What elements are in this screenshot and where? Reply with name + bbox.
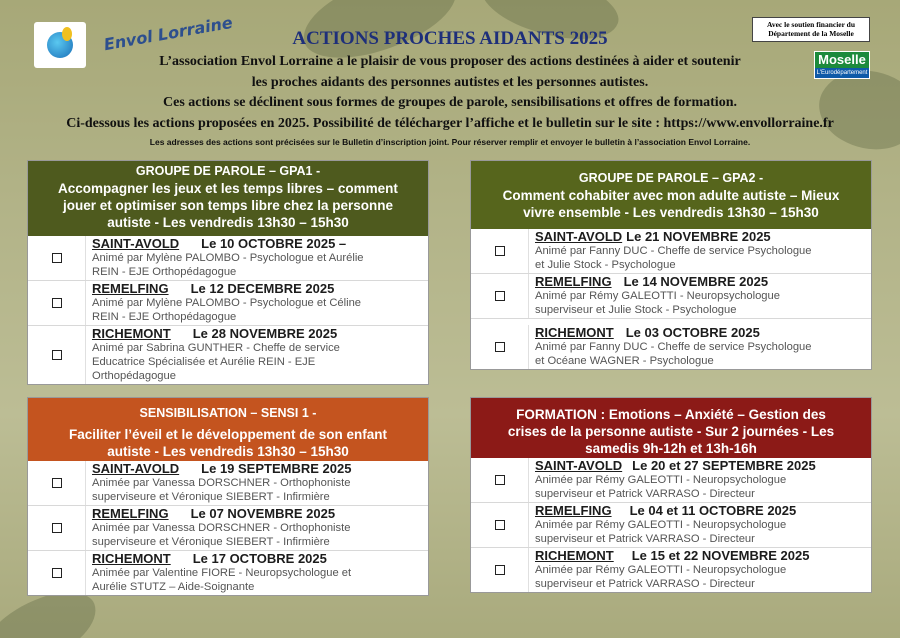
- session-animator: REIN - EJE Orthopédagogue: [92, 311, 237, 323]
- session-animator: Animé par Rémy GALEOTTI - Neuropsychologue: [535, 290, 780, 302]
- session-animator: superviseur et Patrick VARRASO - Directeur: [535, 533, 755, 545]
- intro-text: [0, 52, 900, 134]
- card-header-line: SENSIBILISATION – SENSI 1 -: [139, 406, 317, 420]
- session-animator: Animé par Mylène PALOMBO - Psychologue et Aurélie: [92, 252, 364, 264]
- session-date: Le 12 DECEMBRE 2025: [190, 281, 335, 296]
- session-place: REMELFING: [535, 503, 612, 518]
- session-date: Le 07 NOVEMBRE 2025: [190, 506, 336, 521]
- card-header: [471, 398, 871, 458]
- session-row: [28, 550, 428, 595]
- card-header: [471, 161, 871, 229]
- session-checkbox[interactable]: [495, 565, 505, 575]
- session-animator: Orthopédagogue: [92, 370, 176, 382]
- card-header-line: Faciliter l’éveil et le développement de son enfant: [68, 427, 388, 442]
- session-place: RICHEMONT: [92, 551, 171, 566]
- card-header-line: GROUPE DE PAROLE – GPA1 -: [135, 164, 321, 178]
- session-row: [28, 280, 428, 325]
- brand-name: Envol Lorraine: [102, 12, 234, 55]
- session-animator: Animée par Vanessa DORSCHNER - Orthophoniste: [92, 522, 351, 534]
- session-date: Le 19 SEPTEMBRE 2025: [201, 461, 352, 476]
- session-row: [28, 505, 428, 550]
- card-header-line: jouer et optimiser son temps libre chez la personne: [62, 198, 394, 213]
- session-animator: superviseure et Véronique SIEBERT - Infirmière: [92, 491, 330, 503]
- session-checkbox[interactable]: [495, 246, 505, 256]
- intro-line: Ces actions se déclinent sous formes de groupes de parole, sensibilisations et offres de formation.: [163, 95, 737, 110]
- intro-line: L’association Envol Lorraine a le plaisir de vous proposer des actions destinées à aider et soutenir: [159, 54, 741, 69]
- moselle-logo-main: Moselle: [818, 52, 866, 67]
- session-animator: superviseur et Julie Stock - Psychologue: [535, 304, 737, 316]
- session-animator: Animée par Rémy GALEOTTI - Neuropsychologue: [535, 474, 787, 486]
- page-header: [0, 28, 900, 147]
- session-place: REMELFING: [535, 274, 612, 289]
- card-header-line: autiste - Les vendredis 13h30 – 15h30: [107, 215, 349, 230]
- session-row: [471, 273, 871, 318]
- session-animator: Animée par Valentine FIORE - Neuropsychologue et: [92, 567, 352, 579]
- session-date: Le 17 OCTOBRE 2025: [192, 551, 327, 566]
- session-checkbox[interactable]: [52, 253, 62, 263]
- session-checkbox[interactable]: [495, 520, 505, 530]
- session-place: REMELFING: [92, 281, 169, 296]
- session-place: SAINT-AVOLD: [92, 236, 180, 251]
- session-animator: Animé par Fanny DUC - Cheffe de service Psychologue: [535, 341, 812, 353]
- card-header: [28, 161, 428, 236]
- session-date: Le 04 et 11 OCTOBRE 2025: [629, 503, 797, 518]
- card-header-line: crises de la personne autiste - Sur 2 journées - Les: [507, 424, 835, 439]
- card-header-line: Accompagner les jeux et les temps libres – comment: [58, 181, 398, 196]
- session-checkbox[interactable]: [495, 475, 505, 485]
- session-place: SAINT-AVOLD: [535, 458, 623, 473]
- session-row: [471, 229, 871, 273]
- session-checkbox[interactable]: [495, 291, 505, 301]
- session-animator: Animé par Sabrina GUNTHER - Cheffe de service: [92, 342, 340, 354]
- session-checkbox[interactable]: [495, 342, 505, 352]
- session-date: Le 28 NOVEMBRE 2025: [192, 326, 338, 341]
- card-header-line: GROUPE DE PAROLE – GPA2 -: [578, 171, 764, 185]
- session-animator: Animé par Mylène PALOMBO - Psychologue et Céline: [92, 297, 362, 309]
- session-date: Le 03 OCTOBRE 2025: [625, 325, 760, 340]
- session-animator: superviseur et Patrick VARRASO - Directeur: [535, 488, 755, 500]
- address-note: Les adresses des actions sont précisées sur le Bulletin d’inscription joint. Pour réserver remplir et envoyer le bulletin à l’association Envol Lorraine.: [149, 137, 751, 147]
- session-animator: superviseur et Patrick VARRASO - Directeur: [535, 578, 755, 590]
- session-row: [28, 236, 428, 280]
- sponsor-line-2: Département de la Moselle: [768, 29, 854, 39]
- session-date: Le 20 et 27 SEPTEMBRE 2025: [632, 458, 816, 473]
- sponsor-line-1: Avec le soutien financier du: [766, 20, 856, 29]
- card-header-line: Comment cohabiter avec mon adulte autiste – Mieux: [502, 188, 840, 203]
- session-animator: Animé par Fanny DUC - Cheffe de service Psychologue: [535, 245, 812, 257]
- session-place: RICHEMONT: [535, 325, 614, 340]
- card-gpa2: [470, 160, 872, 370]
- card-sensi1: [27, 397, 429, 596]
- session-place: SAINT-AVOLD: [92, 461, 180, 476]
- page-title: ACTIONS PROCHES AIDANTS 2025: [292, 28, 608, 49]
- session-animator: superviseure et Véronique SIEBERT - Infirmière: [92, 536, 330, 548]
- card-header-line: autiste - Les vendredis 13h30 – 15h30: [107, 444, 349, 459]
- card-header: [28, 398, 428, 461]
- session-animator: Educatrice Spécialisée et Aurélie REIN - EJE: [92, 356, 316, 368]
- session-animator: REIN - EJE Orthopédagogue: [92, 266, 237, 278]
- session-animator: Aurélie STUTZ – Aide-Soignante: [92, 581, 255, 593]
- session-checkbox[interactable]: [52, 568, 62, 578]
- session-animator: Animée par Vanessa DORSCHNER - Orthophoniste: [92, 477, 351, 489]
- intro-line: Ci-dessous les actions proposées en 2025. Possibilité de télécharger l’affiche et le bulletin sur le site : https://www.envollorraine.fr: [66, 115, 834, 131]
- session-row: [471, 502, 871, 547]
- card-header-line: vivre ensemble - Les vendredis 13h30 – 15h30: [523, 205, 819, 220]
- session-place: RICHEMONT: [92, 326, 171, 341]
- session-row: [28, 461, 428, 505]
- session-checkbox[interactable]: [52, 298, 62, 308]
- session-place: REMELFING: [92, 506, 169, 521]
- session-place: SAINT-AVOLD: [535, 229, 623, 244]
- session-date: Le 10 OCTOBRE 2025 –: [201, 236, 347, 251]
- session-place: RICHEMONT: [535, 548, 614, 563]
- session-checkbox[interactable]: [52, 478, 62, 488]
- card-header-line: samedis 9h-12h et 13h-16h: [585, 441, 757, 456]
- moselle-logo-sub: L'Eurodépartement: [816, 70, 868, 76]
- session-checkbox[interactable]: [52, 523, 62, 533]
- session-date: Le 14 NOVEMBRE 2025: [623, 274, 769, 289]
- card-formation: [470, 397, 872, 593]
- session-animator: et Julie Stock - Psychologue: [535, 259, 676, 271]
- card-header-line: FORMATION : Emotions – Anxiété – Gestion des: [516, 407, 826, 422]
- session-checkbox[interactable]: [52, 350, 62, 360]
- session-row: [28, 325, 428, 384]
- session-animator: Animée par Rémy GALEOTTI - Neuropsychologue: [535, 564, 787, 576]
- intro-line: les proches aidants des personnes autistes et les personnes autistes.: [251, 74, 649, 90]
- session-animator: et Océane WAGNER - Psychologue: [535, 355, 714, 367]
- session-date: Le 15 et 22 NOVEMBRE 2025: [631, 548, 810, 563]
- session-animator: Animée par Rémy GALEOTTI - Neuropsychologue: [535, 519, 787, 531]
- card-gpa1: [27, 160, 429, 385]
- session-date: Le 21 NOVEMBRE 2025: [626, 229, 771, 244]
- session-row: [471, 547, 871, 592]
- session-row: [471, 318, 871, 369]
- session-row: [471, 458, 871, 502]
